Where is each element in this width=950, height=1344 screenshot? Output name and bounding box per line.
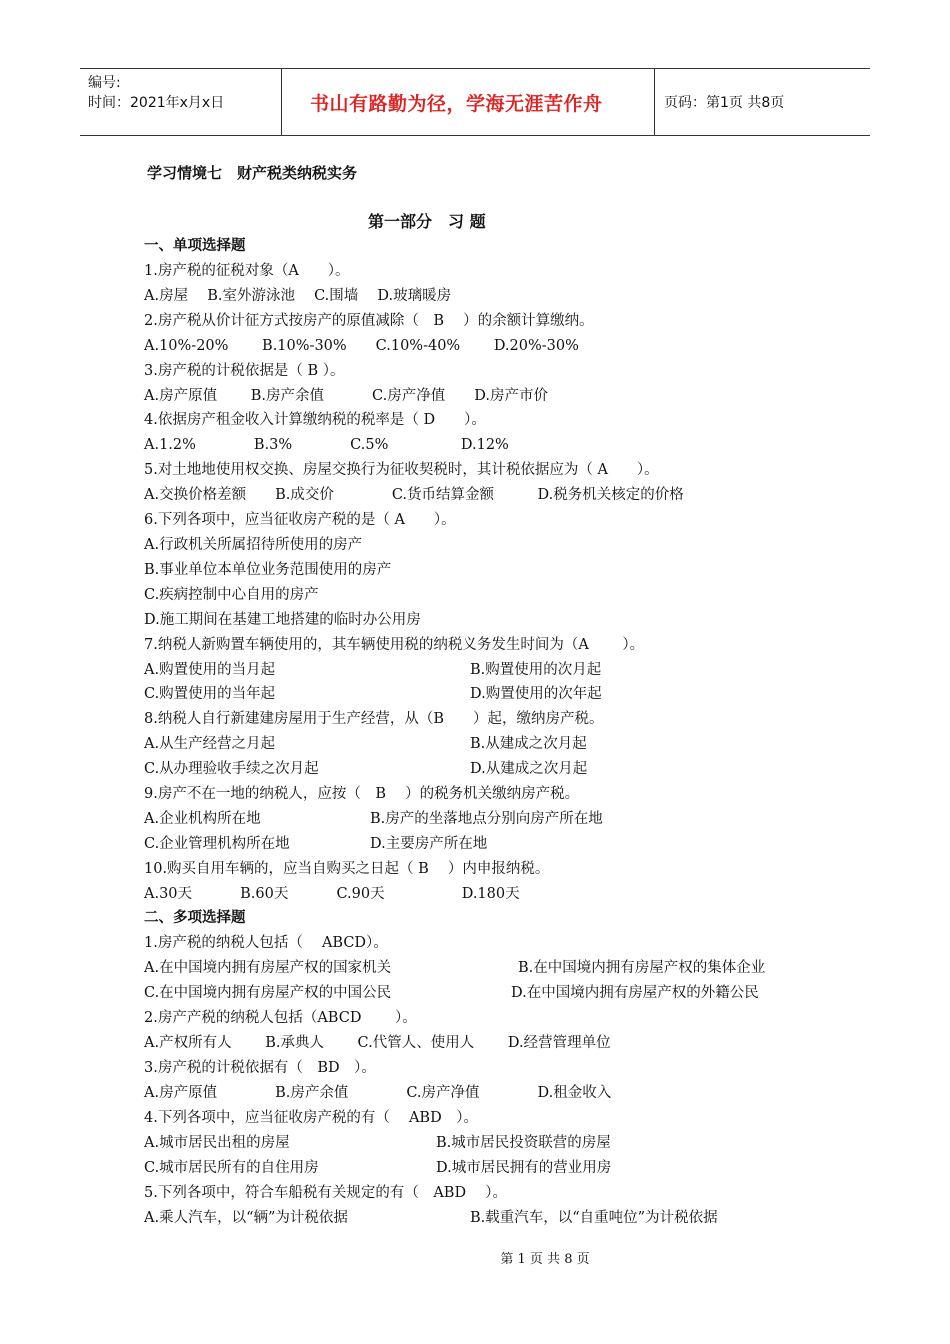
option-line: A.行政机关所属招待所使用的房产 (144, 537, 363, 553)
option-a: A.在中国境内拥有房屋产权的国家机关 (144, 960, 392, 976)
question-line: 5.下列各项中，符合车船税有关规定的有（ ABD ）。 (144, 1185, 507, 1201)
page-footer: 第 1 页 共 8 页 (500, 1252, 590, 1267)
code-label: 编号: (88, 75, 121, 91)
options-line: A.产权所有人 B.承典人 C.代管人、使用人 D.经营管理单位 (144, 1035, 611, 1051)
options-line: A.1.2% B.3% C.5% D.12% (144, 437, 509, 453)
question-line: 1.房产税的纳税人包括（ ABCD）。 (144, 935, 388, 951)
option-b: B.房产的坐落地点分别向房产所在地 (370, 811, 603, 827)
question-line: 7.纳税人新购置车辆使用的，其车辆使用税的纳税义务发生时间为（A ）。 (144, 637, 645, 653)
question-line: 10.购买自用车辆的，应当自购买之日起（ B ）内申报纳税。 (144, 861, 550, 877)
option-b: B.在中国境内拥有房屋产权的集体企业 (518, 960, 766, 976)
question-line: 4.依据房产租金收入计算缴纳税的税率是（ D ）。 (144, 412, 486, 428)
chapter-title: 学习情境七 财产税类纳税实务 (147, 164, 358, 182)
option-b: B.城市居民投资联营的房屋 (436, 1135, 611, 1151)
option-c: C.企业管理机构所在地 (144, 836, 290, 852)
option-line: B.事业单位本单位业务范围使用的房产 (144, 562, 392, 578)
question-line: 4.下列各项中，应当征收房产税的有（ ABD ）。 (144, 1110, 478, 1126)
part-title: 第一部分 习 题 (368, 212, 486, 231)
option-a: A.从生产经营之月起 (144, 736, 276, 752)
section-heading-multiple-choice: 二、多项选择题 (144, 910, 246, 926)
question-line: 5.对土地地使用权交换、房屋交换行为征收契税时，其计税依据应为（ A ）。 (144, 462, 659, 478)
question-line: 9.房产不在一地的纳税人，应按（ B ）的税务机关缴纳房产税。 (144, 786, 580, 802)
question-line: 3.房产税的计税依据有（ BD ）。 (144, 1060, 376, 1076)
option-c: C.购置使用的当年起 (144, 686, 276, 702)
option-b: B.载重汽车，以“自重吨位”为计税依据 (470, 1210, 718, 1226)
option-d: D.从建成之次月起 (470, 761, 588, 777)
option-line: D.施工期间在基建工地搭建的临时办公用房 (144, 612, 421, 628)
option-d: D.城市居民拥有的营业用房 (436, 1160, 612, 1176)
question-line: 3.房产税的计税依据是（ B ）。 (144, 363, 345, 379)
option-a: A.乘人汽车，以“辆”为计税依据 (144, 1210, 348, 1226)
time-label: 时间：2021年x月x日 (88, 95, 225, 111)
header-page-info: 页码：第1页 共8页 (664, 95, 785, 111)
options-line: A.房屋 B.室外游泳池 C.围墙 D.玻璃暖房 (144, 288, 452, 304)
option-b: B.购置使用的次月起 (470, 662, 602, 678)
header-meta (80, 69, 281, 135)
header-motto-cell (281, 69, 655, 135)
options-line: A.交换价格差额 B.成交价 C.货币结算金额 D.税务机关核定的价格 (144, 487, 684, 503)
option-a: A.购置使用的当月起 (144, 662, 276, 678)
question-line: 1.房产税的征税对象（A ）。 (144, 263, 350, 279)
question-line: 6.下列各项中，应当征收房产税的是（ A ）。 (144, 512, 456, 528)
option-b: B.从建成之次月起 (470, 736, 587, 752)
option-d: D.在中国境内拥有房屋产权的外籍公民 (511, 985, 759, 1001)
options-line: A.房产原值 B.房产余值 C.房产净值 D.租金收入 (144, 1085, 612, 1101)
option-d: D.主要房产所在地 (370, 836, 488, 852)
option-c: C.城市居民所有的自住用房 (144, 1160, 319, 1176)
option-line: C.疾病控制中心自用的房产 (144, 587, 319, 603)
options-line: A.30天 B.60天 C.90天 D.180天 (144, 886, 520, 902)
question-line: 2.房产产税的纳税人包括（ABCD ）。 (144, 1010, 417, 1026)
question-line: 8.纳税人自行新建建房屋用于生产经营，从（B ）起，缴纳房产税。 (144, 711, 604, 727)
option-c: C.在中国境内拥有房屋产权的中国公民 (144, 985, 392, 1001)
option-c: C.从办理验收手续之次月起 (144, 761, 319, 777)
section-heading-single-choice: 一、单项选择题 (144, 238, 246, 254)
option-a: A.城市居民出租的房屋 (144, 1135, 290, 1151)
options-line: A.10%-20% B.10%-30% C.10%-40% D.20%-30% (144, 338, 579, 354)
option-a: A.企业机构所在地 (144, 811, 261, 827)
question-line: 2.房产税从价计征方式按房产的原值减除（ B ）的余额计算缴纳。 (144, 313, 594, 329)
page-header (80, 68, 870, 136)
option-d: D.购置使用的次年起 (470, 686, 602, 702)
options-line: A.房产原值 B.房产余值 C.房产净值 D.房产市价 (144, 388, 548, 404)
motto-text: 书山有路勤为径，学海无涯苦作舟 (310, 92, 603, 115)
